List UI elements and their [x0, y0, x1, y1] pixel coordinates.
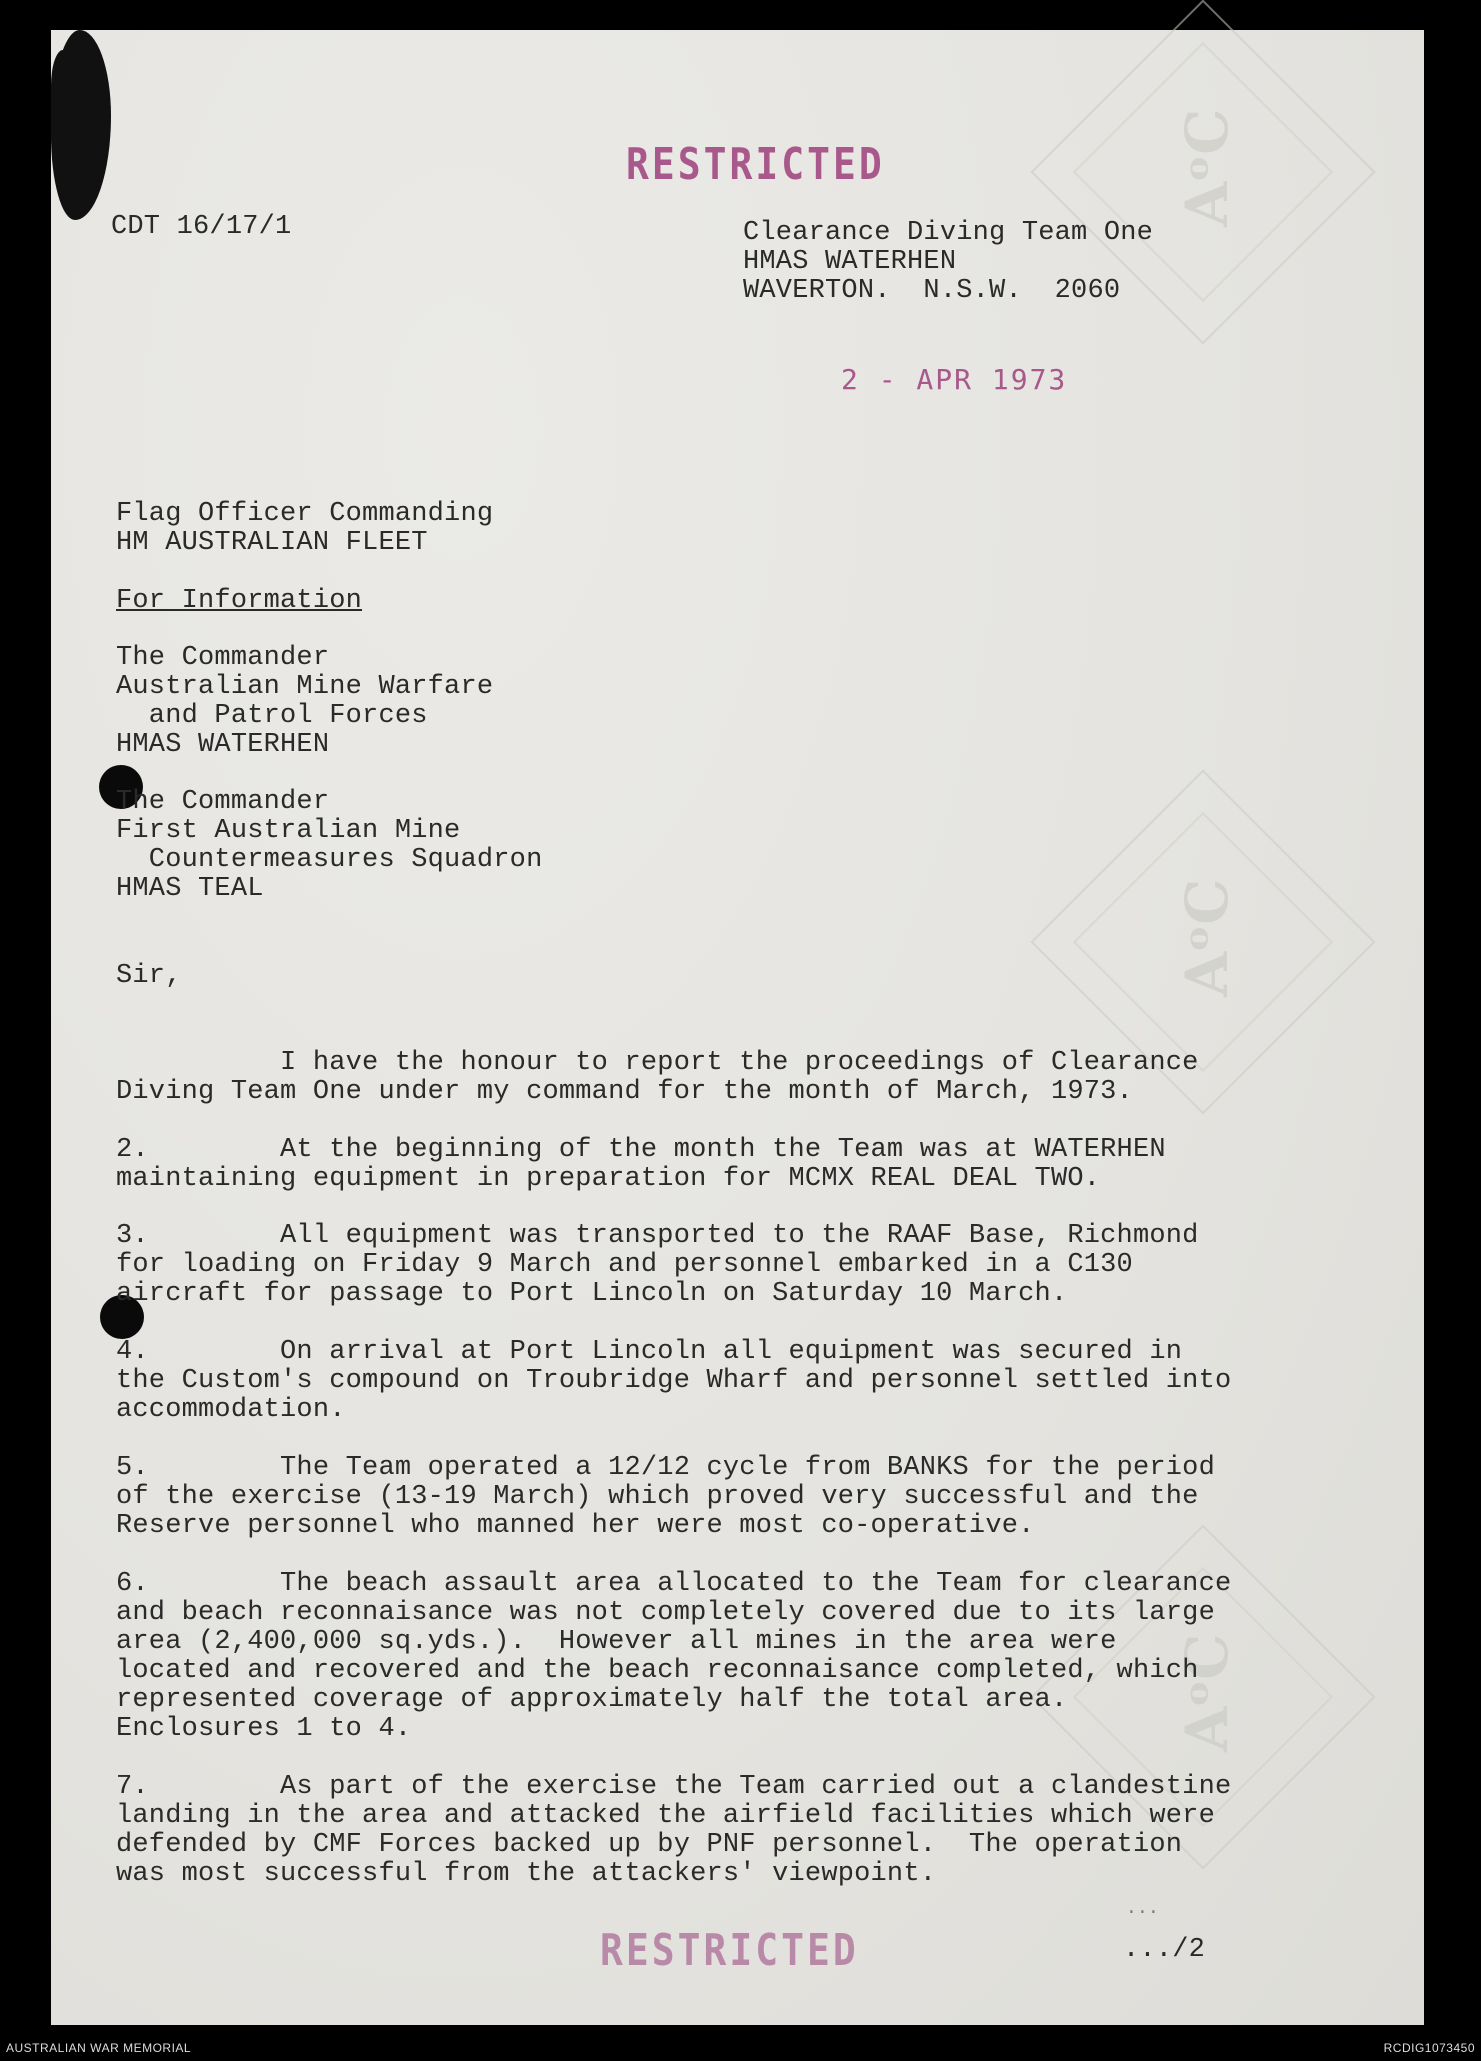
body-line: landing in the area and attacked the airfield facilities which were	[116, 1801, 1215, 1831]
restricted-stamp-bottom: RESTRICTED	[600, 1924, 859, 1976]
addressee-line: Flag Officer Commanding	[116, 499, 494, 529]
embossed-seal-glyph: AᵒC	[1173, 1633, 1242, 1752]
addressee-line: HM AUSTRALIAN FLEET	[116, 528, 428, 558]
recipient-line: and Patrol Forces	[116, 701, 428, 731]
body-line: area (2,400,000 sq.yds.). However all mines in the area were	[116, 1627, 1117, 1657]
recipient-line: Countermeasures Squadron	[116, 845, 543, 875]
document-page	[51, 30, 1424, 2025]
body-line: Enclosures 1 to 4.	[116, 1714, 412, 1744]
body-line: and beach reconnaisance was not completely covered due to its large	[116, 1598, 1215, 1628]
continuation-marker: .../2	[1123, 1935, 1206, 1965]
body-line: accommodation.	[116, 1395, 346, 1425]
sender-line: HMAS WATERHEN	[743, 247, 957, 277]
body-line: represented coverage of approximately half the total area.	[116, 1685, 1068, 1715]
archive-credit: AUSTRALIAN WAR MEMORIAL	[6, 2041, 192, 2055]
salutation: Sir,	[116, 961, 182, 991]
body-line: of the exercise (13-19 March) which proved very successful and the	[116, 1482, 1199, 1512]
recipient-line: Australian Mine Warfare	[116, 672, 494, 702]
body-line: I have the honour to report the proceedings of Clearance	[116, 1048, 1199, 1078]
recipient-line: HMAS TEAL	[116, 874, 264, 904]
body-line: Diving Team One under my command for the month of March, 1973.	[116, 1077, 1133, 1107]
body-line: defended by CMF Forces backed up by PNF personnel. The operation	[116, 1830, 1183, 1860]
body-line: 2. At the beginning of the month the Team was at WATERHEN	[116, 1135, 1166, 1165]
recipient-line: The Commander	[116, 787, 330, 817]
body-line: 3. All equipment was transported to the RAAF Base, Richmond	[116, 1221, 1199, 1251]
body-line: located and recovered and the beach reconnaisance completed, which	[116, 1656, 1199, 1686]
continuation-dots: ...	[1126, 1899, 1160, 1919]
restricted-stamp-top: RESTRICTED	[626, 138, 885, 190]
embossed-seal-glyph: AᵒC	[1173, 878, 1242, 997]
recipient-line: HMAS WATERHEN	[116, 730, 330, 760]
body-line: 7. As part of the exercise the Team carried out a clandestine	[116, 1772, 1232, 1802]
date-received-stamp: 2 - APR 1973	[841, 363, 1068, 396]
recipient-line: First Australian Mine	[116, 816, 461, 846]
archive-id: RCDIG1073450	[1383, 2041, 1475, 2055]
body-line: aircraft for passage to Port Lincoln on Saturday 10 March.	[116, 1279, 1068, 1309]
ink-stain	[51, 50, 91, 170]
recipient-line: The Commander	[116, 643, 330, 673]
sender-line: WAVERTON. N.S.W. 2060	[743, 276, 1121, 306]
body-line: Reserve personnel who manned her were most co-operative.	[116, 1511, 1035, 1541]
body-line: the Custom's compound on Troubridge Wharf and personnel settled into	[116, 1366, 1232, 1396]
body-line: maintaining equipment in preparation for MCMX REAL DEAL TWO.	[116, 1164, 1101, 1194]
body-line: 6. The beach assault area allocated to the Team for clearance	[116, 1569, 1232, 1599]
file-reference: CDT 16/17/1	[111, 212, 292, 242]
body-line: was most successful from the attackers' viewpoint.	[116, 1859, 937, 1889]
body-line: 4. On arrival at Port Lincoln all equipment was secured in	[116, 1337, 1183, 1367]
for-information-heading: For Information	[116, 586, 363, 616]
body-line: 5. The Team operated a 12/12 cycle from BANKS for the period	[116, 1453, 1215, 1483]
sender-line: Clearance Diving Team One	[743, 218, 1154, 248]
body-line: for loading on Friday 9 March and personnel embarked in a C130	[116, 1250, 1133, 1280]
embossed-seal-glyph: AᵒC	[1173, 108, 1242, 227]
